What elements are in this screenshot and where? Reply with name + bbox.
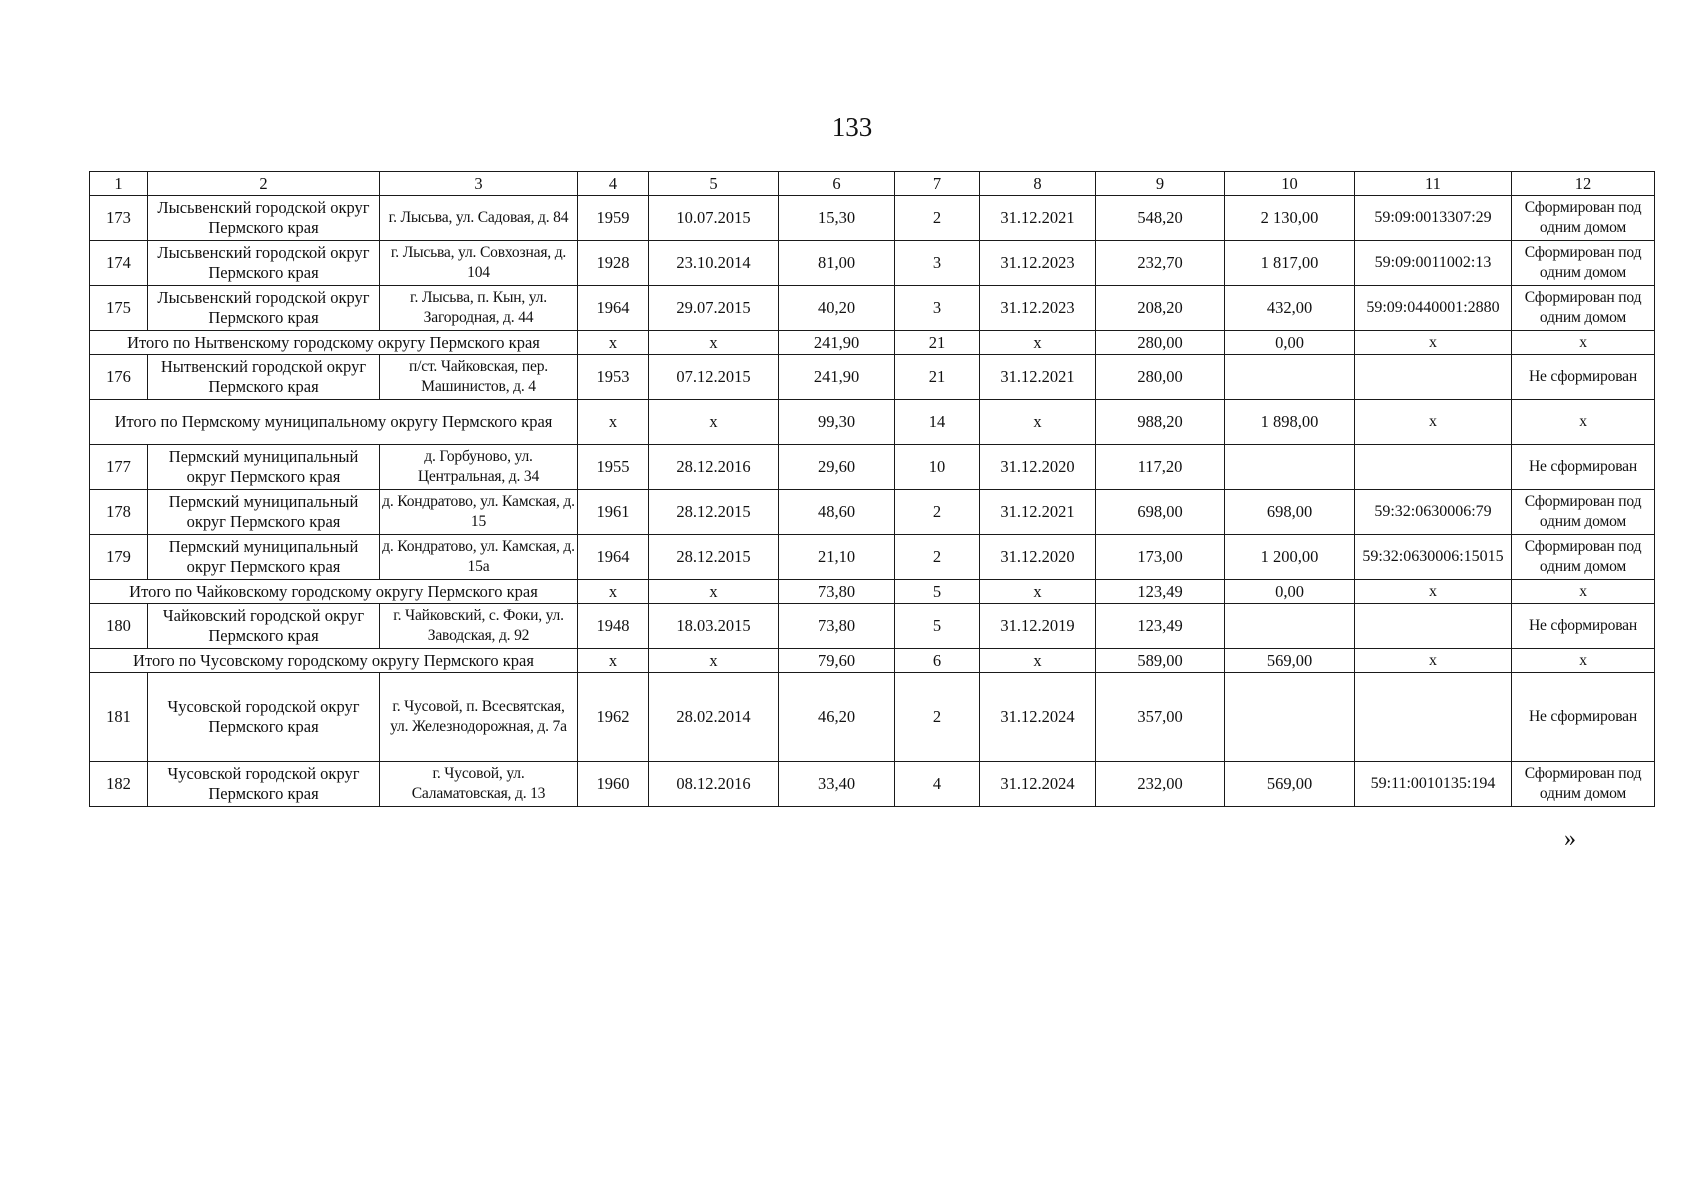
- cell-c10: [1225, 673, 1355, 762]
- address: п/ст. Чайковская, пер. Машинистов, д. 4: [380, 355, 578, 400]
- row-number: 175: [90, 286, 148, 331]
- cell-c6: 33,40: [779, 762, 895, 807]
- cell-c10: 1 817,00: [1225, 241, 1355, 286]
- cell-c5: x: [649, 649, 779, 673]
- table-row: [90, 535, 1655, 580]
- municipality: Чусовской городской округ Пермского края: [148, 673, 380, 762]
- cell-c9: 173,00: [1096, 535, 1225, 580]
- cell-c4: 1953: [578, 355, 649, 400]
- table-row: [90, 355, 1655, 400]
- row-number: 180: [90, 604, 148, 649]
- total-row: [90, 331, 1655, 355]
- cell-c9: 548,20: [1096, 196, 1225, 241]
- address: г. Лысьва, ул. Садовая, д. 84: [380, 196, 578, 241]
- cell-c11: x: [1355, 649, 1512, 673]
- cell-c7: 10: [895, 445, 980, 490]
- column-number: 1: [90, 172, 148, 196]
- cell-c6: 29,60: [779, 445, 895, 490]
- cell-c11: [1355, 673, 1512, 762]
- row-number: 179: [90, 535, 148, 580]
- cell-c6: 79,60: [779, 649, 895, 673]
- cell-c5: 29.07.2015: [649, 286, 779, 331]
- cell-c6: 241,90: [779, 355, 895, 400]
- municipality: Пермский муниципальный округ Пермского края: [148, 535, 380, 580]
- cell-c4: 1962: [578, 673, 649, 762]
- cell-c10: 0,00: [1225, 331, 1355, 355]
- column-number: 2: [148, 172, 380, 196]
- cell-c7: 4: [895, 762, 980, 807]
- cell-c11: [1355, 604, 1512, 649]
- table-row: [90, 286, 1655, 331]
- cell-c10: [1225, 604, 1355, 649]
- cell-c12: Не сформирован: [1512, 445, 1655, 490]
- cell-c6: 21,10: [779, 535, 895, 580]
- cell-c12: Сформирован под одним домом: [1512, 196, 1655, 241]
- cell-c5: 10.07.2015: [649, 196, 779, 241]
- row-number: 181: [90, 673, 148, 762]
- cell-c11: [1355, 355, 1512, 400]
- cell-c11: 59:09:0011002:13: [1355, 241, 1512, 286]
- municipality: Чусовской городской округ Пермского края: [148, 762, 380, 807]
- cell-c5: 07.12.2015: [649, 355, 779, 400]
- cell-c8: 31.12.2020: [980, 445, 1096, 490]
- cell-c7: 21: [895, 331, 980, 355]
- cell-c8: 31.12.2023: [980, 241, 1096, 286]
- cell-c8: x: [980, 400, 1096, 445]
- cell-c6: 81,00: [779, 241, 895, 286]
- cell-c12: Сформирован под одним домом: [1512, 241, 1655, 286]
- cell-c8: 31.12.2021: [980, 196, 1096, 241]
- address: г. Чусовой, п. Всесвятская, ул. Железнодорожная, д. 7а: [380, 673, 578, 762]
- cell-c8: x: [980, 331, 1096, 355]
- cell-c7: 2: [895, 196, 980, 241]
- table-row: [90, 490, 1655, 535]
- table-row: [90, 762, 1655, 807]
- cell-c7: 5: [895, 580, 980, 604]
- cell-c6: 40,20: [779, 286, 895, 331]
- cell-c12: Не сформирован: [1512, 673, 1655, 762]
- cell-c10: 1 898,00: [1225, 400, 1355, 445]
- cell-c7: 14: [895, 400, 980, 445]
- address: г. Чайковский, с. Фоки, ул. Заводская, д. 92: [380, 604, 578, 649]
- cell-c4: x: [578, 649, 649, 673]
- total-label: Итого по Пермскому муниципальному округу Пермского края: [90, 400, 578, 445]
- table-row: [90, 673, 1655, 762]
- cell-c4: 1964: [578, 286, 649, 331]
- cell-c9: 123,49: [1096, 604, 1225, 649]
- cell-c4: 1960: [578, 762, 649, 807]
- cell-c5: 08.12.2016: [649, 762, 779, 807]
- municipality: Пермский муниципальный округ Пермского края: [148, 445, 380, 490]
- cell-c7: 6: [895, 649, 980, 673]
- total-label: Итого по Чусовскому городскому округу Пермского края: [90, 649, 578, 673]
- cell-c11: x: [1355, 331, 1512, 355]
- column-number: 9: [1096, 172, 1225, 196]
- housing-table: [89, 171, 1655, 807]
- cell-c4: x: [578, 331, 649, 355]
- row-number: 178: [90, 490, 148, 535]
- cell-c6: 15,30: [779, 196, 895, 241]
- cell-c7: 2: [895, 673, 980, 762]
- column-number-row: [90, 172, 1655, 196]
- cell-c4: x: [578, 580, 649, 604]
- cell-c7: 21: [895, 355, 980, 400]
- cell-c10: 569,00: [1225, 649, 1355, 673]
- column-number: 12: [1512, 172, 1655, 196]
- cell-c4: 1928: [578, 241, 649, 286]
- cell-c4: 1955: [578, 445, 649, 490]
- cell-c9: 988,20: [1096, 400, 1225, 445]
- column-number: 5: [649, 172, 779, 196]
- cell-c8: 31.12.2021: [980, 355, 1096, 400]
- total-row: [90, 400, 1655, 445]
- cell-c5: 28.12.2015: [649, 535, 779, 580]
- cell-c9: 589,00: [1096, 649, 1225, 673]
- cell-c9: 280,00: [1096, 355, 1225, 400]
- cell-c9: 357,00: [1096, 673, 1225, 762]
- cell-c5: 28.12.2015: [649, 490, 779, 535]
- cell-c12: x: [1512, 400, 1655, 445]
- cell-c11: 59:32:0630006:79: [1355, 490, 1512, 535]
- cell-c6: 241,90: [779, 331, 895, 355]
- cell-c9: 208,20: [1096, 286, 1225, 331]
- cell-c11: 59:09:0013307:29: [1355, 196, 1512, 241]
- cell-c8: 31.12.2024: [980, 673, 1096, 762]
- cell-c9: 232,00: [1096, 762, 1225, 807]
- cell-c12: Сформирован под одним домом: [1512, 762, 1655, 807]
- table-row: [90, 241, 1655, 286]
- row-number: 177: [90, 445, 148, 490]
- cell-c9: 117,20: [1096, 445, 1225, 490]
- cell-c5: 28.12.2016: [649, 445, 779, 490]
- address: г. Лысьва, п. Кын, ул. Загородная, д. 44: [380, 286, 578, 331]
- cell-c12: Сформирован под одним домом: [1512, 286, 1655, 331]
- column-number: 11: [1355, 172, 1512, 196]
- cell-c8: x: [980, 580, 1096, 604]
- cell-c5: x: [649, 400, 779, 445]
- cell-c7: 2: [895, 490, 980, 535]
- cell-c8: 31.12.2019: [980, 604, 1096, 649]
- cell-c11: 59:09:0440001:2880: [1355, 286, 1512, 331]
- column-number: 4: [578, 172, 649, 196]
- cell-c4: 1964: [578, 535, 649, 580]
- cell-c12: x: [1512, 649, 1655, 673]
- cell-c4: 1959: [578, 196, 649, 241]
- cell-c8: 31.12.2021: [980, 490, 1096, 535]
- cell-c4: 1948: [578, 604, 649, 649]
- address: д. Горбуново, ул. Центральная, д. 34: [380, 445, 578, 490]
- cell-c10: 569,00: [1225, 762, 1355, 807]
- row-number: 176: [90, 355, 148, 400]
- address: г. Лысьва, ул. Совхозная, д. 104: [380, 241, 578, 286]
- total-label: Итого по Нытвенскому городскому округу Пермского края: [90, 331, 578, 355]
- cell-c5: 18.03.2015: [649, 604, 779, 649]
- municipality: Лысьвенский городской округ Пермского края: [148, 196, 380, 241]
- address: д. Кондратово, ул. Камская, д. 15а: [380, 535, 578, 580]
- page-number: 133: [831, 112, 873, 142]
- column-number: 6: [779, 172, 895, 196]
- cell-c12: Не сформирован: [1512, 355, 1655, 400]
- municipality: Чайковский городской округ Пермского края: [148, 604, 380, 649]
- table-row: [90, 196, 1655, 241]
- cell-c6: 46,20: [779, 673, 895, 762]
- row-number: 174: [90, 241, 148, 286]
- cell-c10: 2 130,00: [1225, 196, 1355, 241]
- cell-c5: x: [649, 331, 779, 355]
- municipality: Нытвенский городской округ Пермского края: [148, 355, 380, 400]
- column-number: 8: [980, 172, 1096, 196]
- address: г. Чусовой, ул. Саламатовская, д. 13: [380, 762, 578, 807]
- total-label: Итого по Чайковскому городскому округу Пермского края: [90, 580, 578, 604]
- cell-c7: 3: [895, 241, 980, 286]
- cell-c11: [1355, 445, 1512, 490]
- cell-c4: 1961: [578, 490, 649, 535]
- cell-c12: Не сформирован: [1512, 604, 1655, 649]
- cell-c12: x: [1512, 580, 1655, 604]
- cell-c9: 698,00: [1096, 490, 1225, 535]
- cell-c10: 0,00: [1225, 580, 1355, 604]
- cell-c10: 1 200,00: [1225, 535, 1355, 580]
- total-row: [90, 649, 1655, 673]
- cell-c8: 31.12.2024: [980, 762, 1096, 807]
- cell-c5: 28.02.2014: [649, 673, 779, 762]
- table-row: [90, 604, 1655, 649]
- column-number: 3: [380, 172, 578, 196]
- cell-c9: 123,49: [1096, 580, 1225, 604]
- municipality: Лысьвенский городской округ Пермского края: [148, 241, 380, 286]
- cell-c7: 3: [895, 286, 980, 331]
- cell-c6: 73,80: [779, 580, 895, 604]
- cell-c6: 99,30: [779, 400, 895, 445]
- address: д. Кондратово, ул. Камская, д. 15: [380, 490, 578, 535]
- cell-c9: 280,00: [1096, 331, 1225, 355]
- row-number: 182: [90, 762, 148, 807]
- cell-c11: x: [1355, 580, 1512, 604]
- municipality: Пермский муниципальный округ Пермского края: [148, 490, 380, 535]
- cell-c10: 698,00: [1225, 490, 1355, 535]
- cell-c7: 2: [895, 535, 980, 580]
- table-row: [90, 445, 1655, 490]
- cell-c8: 31.12.2020: [980, 535, 1096, 580]
- continuation-quote-mark: »: [1564, 826, 1576, 852]
- cell-c6: 73,80: [779, 604, 895, 649]
- cell-c12: Сформирован под одним домом: [1512, 490, 1655, 535]
- cell-c12: x: [1512, 331, 1655, 355]
- cell-c4: x: [578, 400, 649, 445]
- cell-c11: x: [1355, 400, 1512, 445]
- cell-c8: x: [980, 649, 1096, 673]
- cell-c10: 432,00: [1225, 286, 1355, 331]
- cell-c6: 48,60: [779, 490, 895, 535]
- cell-c11: 59:11:0010135:194: [1355, 762, 1512, 807]
- cell-c11: 59:32:0630006:15015: [1355, 535, 1512, 580]
- cell-c5: 23.10.2014: [649, 241, 779, 286]
- column-number: 7: [895, 172, 980, 196]
- cell-c10: [1225, 445, 1355, 490]
- cell-c7: 5: [895, 604, 980, 649]
- cell-c10: [1225, 355, 1355, 400]
- column-number: 10: [1225, 172, 1355, 196]
- cell-c12: Сформирован под одним домом: [1512, 535, 1655, 580]
- municipality: Лысьвенский городской округ Пермского края: [148, 286, 380, 331]
- cell-c9: 232,70: [1096, 241, 1225, 286]
- cell-c5: x: [649, 580, 779, 604]
- total-row: [90, 580, 1655, 604]
- row-number: 173: [90, 196, 148, 241]
- cell-c8: 31.12.2023: [980, 286, 1096, 331]
